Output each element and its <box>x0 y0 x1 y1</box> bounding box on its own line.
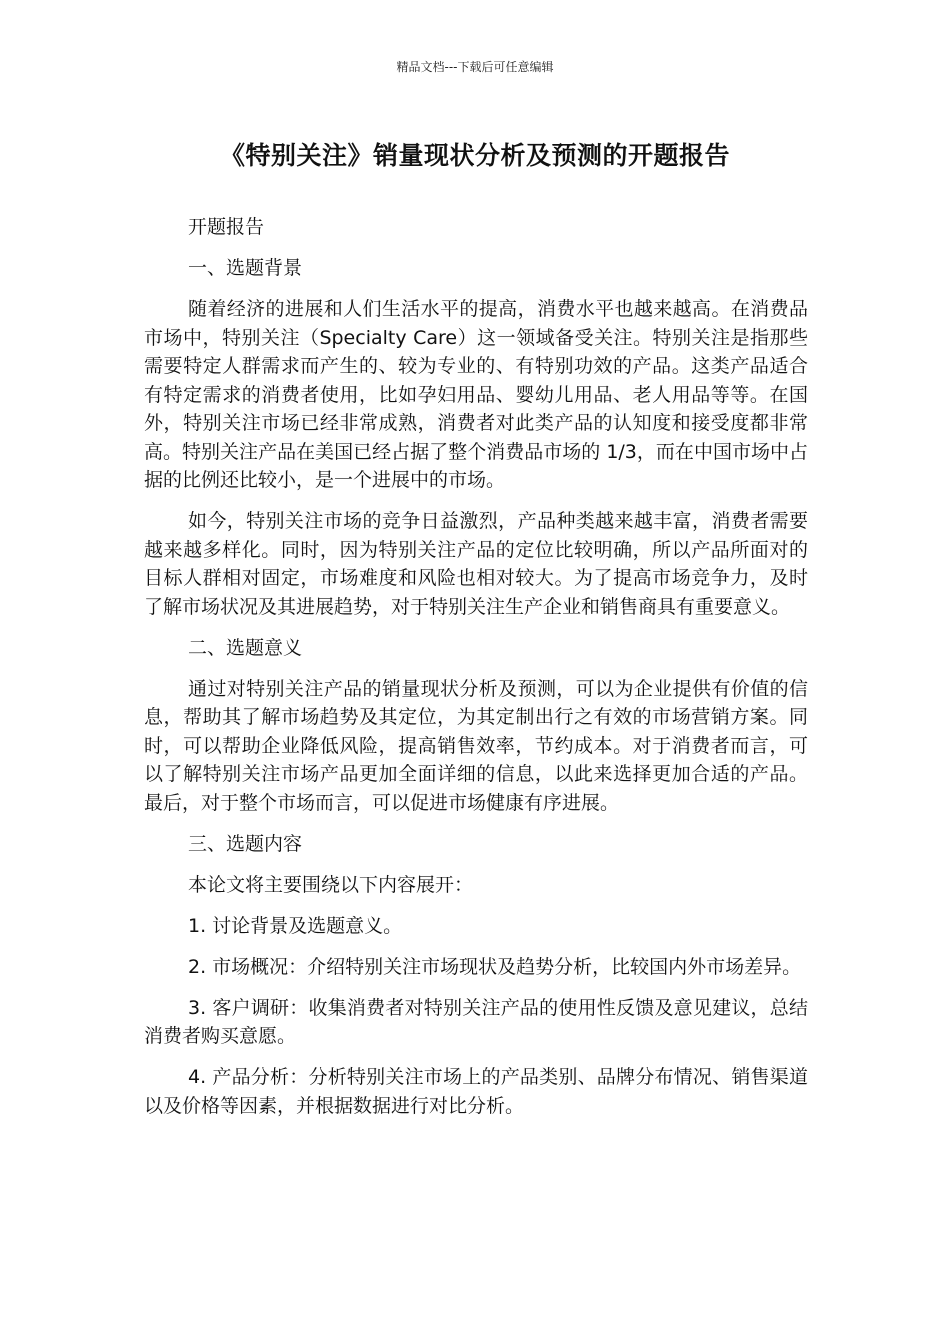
paragraph: 随着经济的进展和人们生活水平的提高，消费水平也越来越高。在消费品市场中，特别关注（Specialty Care）这一领域备受关注。特别关注是指那些需要特定人群需求而产生的、较为专业的、有特别功效的产品。这类产品适合有特定需求的消费者使用，比如孕妇用品、婴幼儿用品、老人用品等等。在国外，特别关注市场已经非常成熟，消费者对此类产品的认知度和接受度都非常高。特别关注产品在美国已经占据了整个消费品市场的 1/3，而在中国市场中占据的比例还比较小，是一个进展中的市场。 <box>144 298 808 491</box>
header-note: 精品文档---下载后可任意编辑 <box>396 60 554 74</box>
section-heading-significance: 二、选题意义 <box>188 636 303 659</box>
list-item: 2. 市场概况：介绍特别关注市场现状及趋势分析，比较国内外市场差异。 <box>188 955 802 978</box>
paragraph: 通过对特别关注产品的销量现状分析及预测，可以为企业提供有价值的信息，帮助其了解市场趋势及其定位，为其定制出行之有效的市场营销方案。同时，可以帮助企业降低风险，提高销售效率，节约成本。对于消费者而言，可以了解特别关注市场产品更加全面详细的信息，以此来选择更加合适的产品。最后，对于整个市场而言，可以促进市场健康有序进展。 <box>144 677 808 814</box>
paragraph: 如今，特别关注市场的竞争日益激烈，产品种类越来越丰富，消费者需要越来越多样化。同时，因为特别关注产品的定位比较明确，所以产品所面对的目标人群相对固定，市场难度和风险也相对较大。为了提高市场竞争力，及时了解市场状况及其进展趋势，对于特别关注生产企业和销售商具有重要意义。 <box>144 510 808 618</box>
section-heading-background: 一、选题背景 <box>188 257 303 279</box>
section-heading-content: 三、选题内容 <box>188 832 303 855</box>
paragraph: 本论文将主要围绕以下内容展开： <box>188 873 474 896</box>
document-body <box>144 213 808 1133</box>
list-item: 4. 产品分析：分析特别关注市场上的产品类别、品牌分布情况、销售渠道以及价格等因素，并根据数据进行对比分析。 <box>144 1066 808 1117</box>
list-item: 3. 客户调研：收集消费者对特别关注产品的使用性反馈及意见建议，总结消费者购买意愿。 <box>144 996 808 1047</box>
list-item: 1. 讨论背景及选题意义。 <box>188 914 403 937</box>
paragraph-report-label: 开题报告 <box>188 216 265 238</box>
document-title: 《特别关注》销量现状分析及预测的开题报告 <box>219 141 730 170</box>
